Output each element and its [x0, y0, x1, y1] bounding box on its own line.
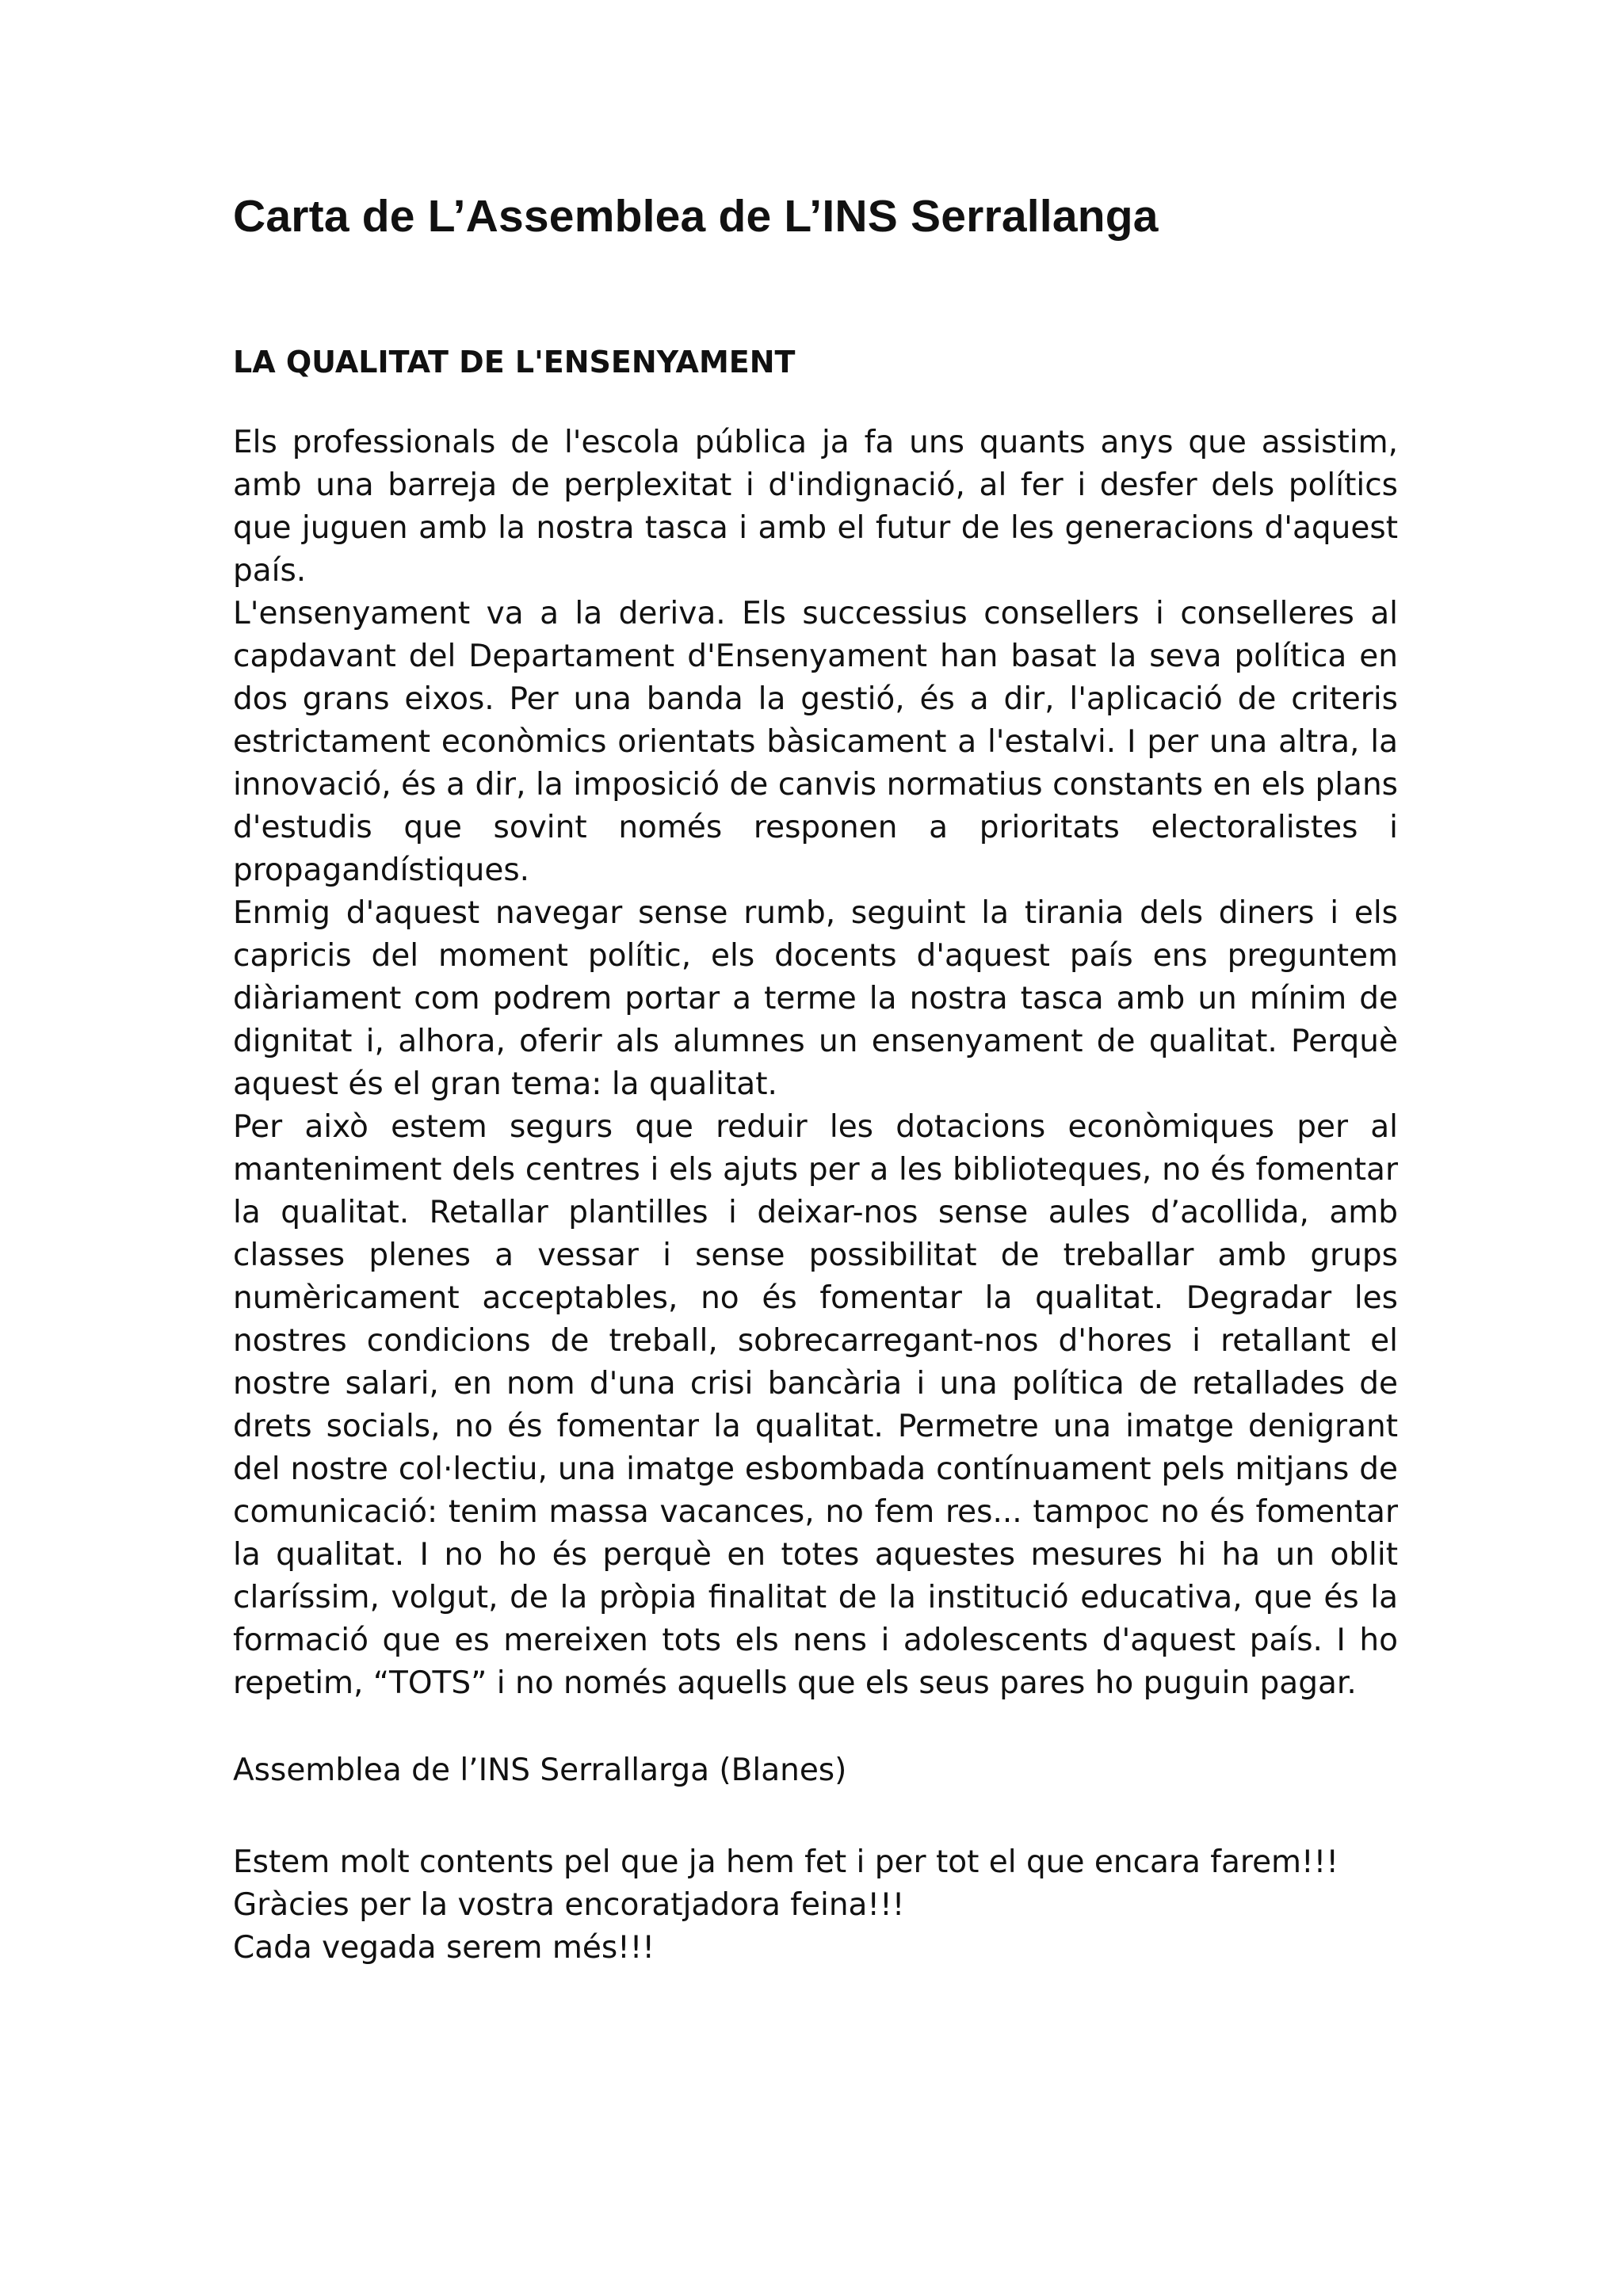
body-paragraph: L'ensenyament va a la deriva. Els successius consellers i conselleres al capdavant del Departament d'Ensenyament han basat la seva política en dos grans eixos. Per una banda la gestió, és a dir, l'aplicació de criteris estrictament econòmics orientats bàsicament a l'estalvi. I per una altra, la innovació, és a dir, la imposició de canvis normatius constants en els plans d'estudis que sovint només responen a prioritats electoralistes i propagandístiques. — [233, 596, 1398, 888]
closing-line: Estem molt contents pel que ja hem fet i per tot el que encara farem!!! — [233, 1844, 1338, 1880]
body-paragraph: Els professionals de l'escola pública ja fa uns quants anys que assistim, amb una barreja de perplexitat i d'indignació, al fer i desfer dels polítics que juguen amb la nostra tasca i amb el futur de les generacions d'aquest país. — [233, 425, 1398, 589]
body-paragraph: Per això estem segurs que reduir les dotacions econòmiques per al manteniment dels centres i els ajuts per a les biblioteques, no és fomentar la qualitat. Retallar plantilles i deixar-nos sense aules d’acollida, amb classes plenes a vessar i sense possibilitat de treballar amb grups numèricament acceptables, no és fomentar la qualitat. Degradar les nostres condicions de treball, sobrecarregant-nos d'hores i retallant el nostre salari, en nom d'una crisi bancària i una política de retallades de drets socials, no és fomentar la qualitat. Permetre una imatge denigrant del nostre col·lectiu, una imatge esbombada contínuament pels mitjans de comunicació: tenim massa vacances, no fem res... tampoc no és fomentar la qualitat. I no ho és perquè en totes aquestes mesures hi ha un oblit claríssim, volgut, de la pròpia finalitat de la institució educativa, que és la formació que es mereixen tots els nens i adolescents d'aquest país. I ho repetim, “TOTS” i no només aquells que els seus pares ho puguin pagar. — [233, 1109, 1398, 1701]
closing-line: Gràcies per la vostra encoratjadora feina!!! — [233, 1887, 905, 1923]
closing-line: Cada vegada serem més!!! — [233, 1930, 655, 1966]
signature: Assemblea de l’INS Serrallarga (Blanes) — [233, 1753, 847, 1788]
letter-body — [233, 421, 1398, 1705]
document-title: Carta de L’Assemblea de L’INS Serrallanga — [233, 191, 1159, 242]
closing-lines — [233, 1841, 1398, 1970]
body-paragraph: Enmig d'aquest navegar sense rumb, seguint la tirania dels diners i els capricis del moment polític, els docents d'aquest país ens preguntem diàriament com podrem portar a terme la nostra tasca amb un mínim de dignitat i, alhora, oferir als alumnes un ensenyament de qualitat. Perquè aquest és el gran tema: la qualitat. — [233, 895, 1398, 1102]
document-content — [233, 189, 1398, 1970]
section-heading: LA QUALITAT DE L'ENSENYAMENT — [233, 345, 796, 379]
